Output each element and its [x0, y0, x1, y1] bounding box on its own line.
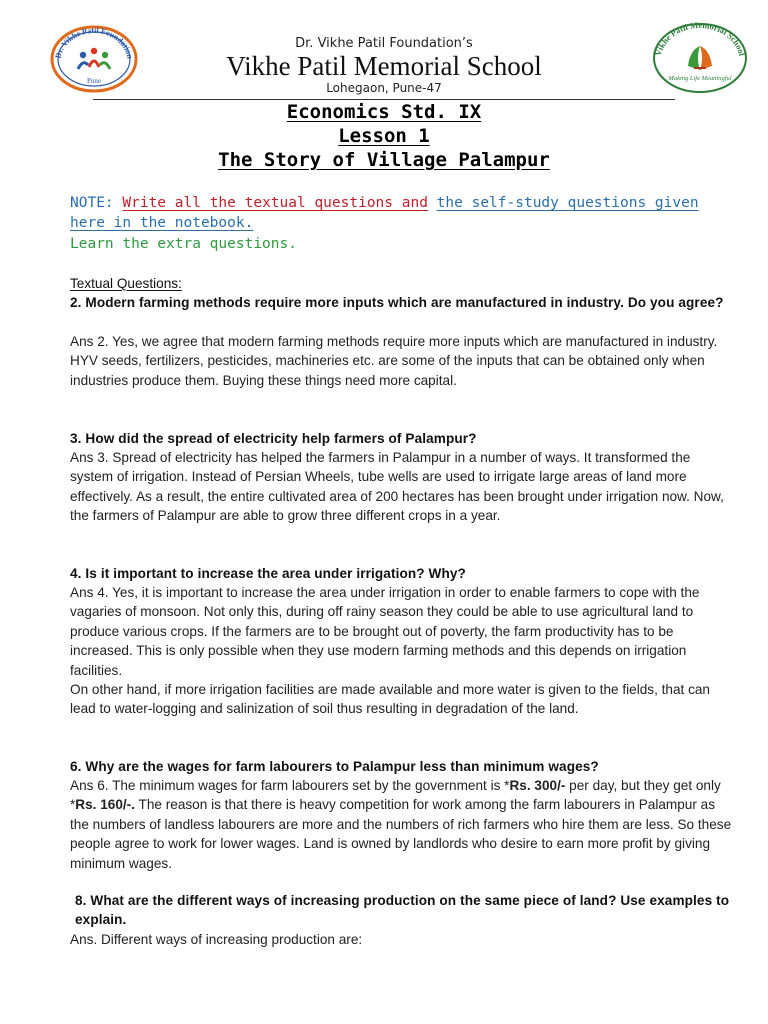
foundation-name: Dr. Vikhe Patil Foundation’s: [295, 36, 473, 51]
note-extra: Learn the extra questions.: [70, 236, 297, 252]
answer-6: Ans 6. The minimum wages for farm labourers set by the government is *Rs. 300/- per day, but they get only *Rs. 160/-. The reason is that there is heavy competition for work among the farm labourers in Palampur as the numbers of landless labourers are more and the numbers of rich farmers who hire them are less. So these people agree to work for lower wages. Land is owned by landlords who desire to earn more profit by giving minimum wages.: [70, 778, 732, 871]
question-8: 8. What are the different ways of increasing production on the same piece of land? Use examples to explain.: [75, 893, 730, 928]
answer-8: Ans. Different ways of increasing production are:: [70, 932, 363, 947]
answer-2: Ans 2. Yes, we agree that modern farming methods require more inputs which are manufactured in industry. HYV seeds, fertilizers, pesticides, machineries etc. are some of the inputs that can be obtained only when industries produce them. Buying these things need more capital.: [70, 334, 718, 388]
header-divider: [93, 99, 675, 100]
logo-right-tagline: Making Life Meaningful: [668, 75, 732, 82]
question-2: 2. Modern farming methods require more inputs which are manufactured in industry. Do you agree?: [70, 295, 724, 310]
question-6: 6. Why are the wages for farm labourers to Palampur less than minimum wages?: [70, 759, 599, 774]
note-instruction-blue-1: the self-study questions given: [436, 195, 699, 211]
subject-title: Economics Std. IX: [286, 101, 482, 123]
lesson-title: Lesson 1: [338, 125, 430, 147]
note-line-1: [70, 193, 730, 213]
note-line-3: [70, 234, 730, 254]
answer-4-continued: On other hand, if more irrigation facilities are made available and more water is given to the fields, that can lead to water-logging and salinization of soil thus resulting in degradation of the land.: [70, 682, 710, 717]
school-address: Lohegaon, Pune-47: [326, 81, 442, 95]
school-name: Vikhe Patil Memorial School: [226, 51, 542, 81]
svg-text:Dr. Vikhe Patil Foundation: Dr. Vikhe Patil Foundation: [53, 25, 135, 60]
note-line-2: [70, 213, 730, 233]
question-3: 3. How did the spread of electricity help farmers of Palampur?: [70, 431, 477, 446]
note-instruction-blue-2: here in the notebook.: [70, 215, 254, 231]
answer-4: Ans 4. Yes, it is important to increase the area under irrigation in order to enable farmers to cope with the vagaries of monsoon. Not only this, during off rainy season they could be able to use agricultural land to produce various crops. If the farmers are to be brought out of poverty, the farm productivity has to be increased. This is only possible when they use modern farming methods and this depends on irrigation facilities.: [70, 585, 700, 678]
chapter-title: The Story of Village Palampur: [218, 149, 550, 171]
answer-3: Ans 3. Spread of electricity has helped the farmers in Palampur in a number of ways. It transformed the system of irrigation. Instead of Persian Wheels, tube wells are used to irrigate large areas of land more effectively. As a result, the entire cultivated area of 200 hectares has been brought under irrigation now. Now, the farmers of Palampur are able to grow three different crops in a year.: [70, 450, 724, 524]
question-4: 4. Is it important to increase the area under irrigation? Why?: [70, 566, 466, 581]
logo-right-text: Vikhe Patil Memorial School: [652, 22, 748, 57]
logo-left-city: Pune: [87, 77, 101, 85]
note-instruction-red: Write all the textual questions and: [122, 195, 428, 211]
note-label: NOTE:: [70, 195, 114, 211]
section-heading: Textual Questions:: [70, 276, 182, 291]
